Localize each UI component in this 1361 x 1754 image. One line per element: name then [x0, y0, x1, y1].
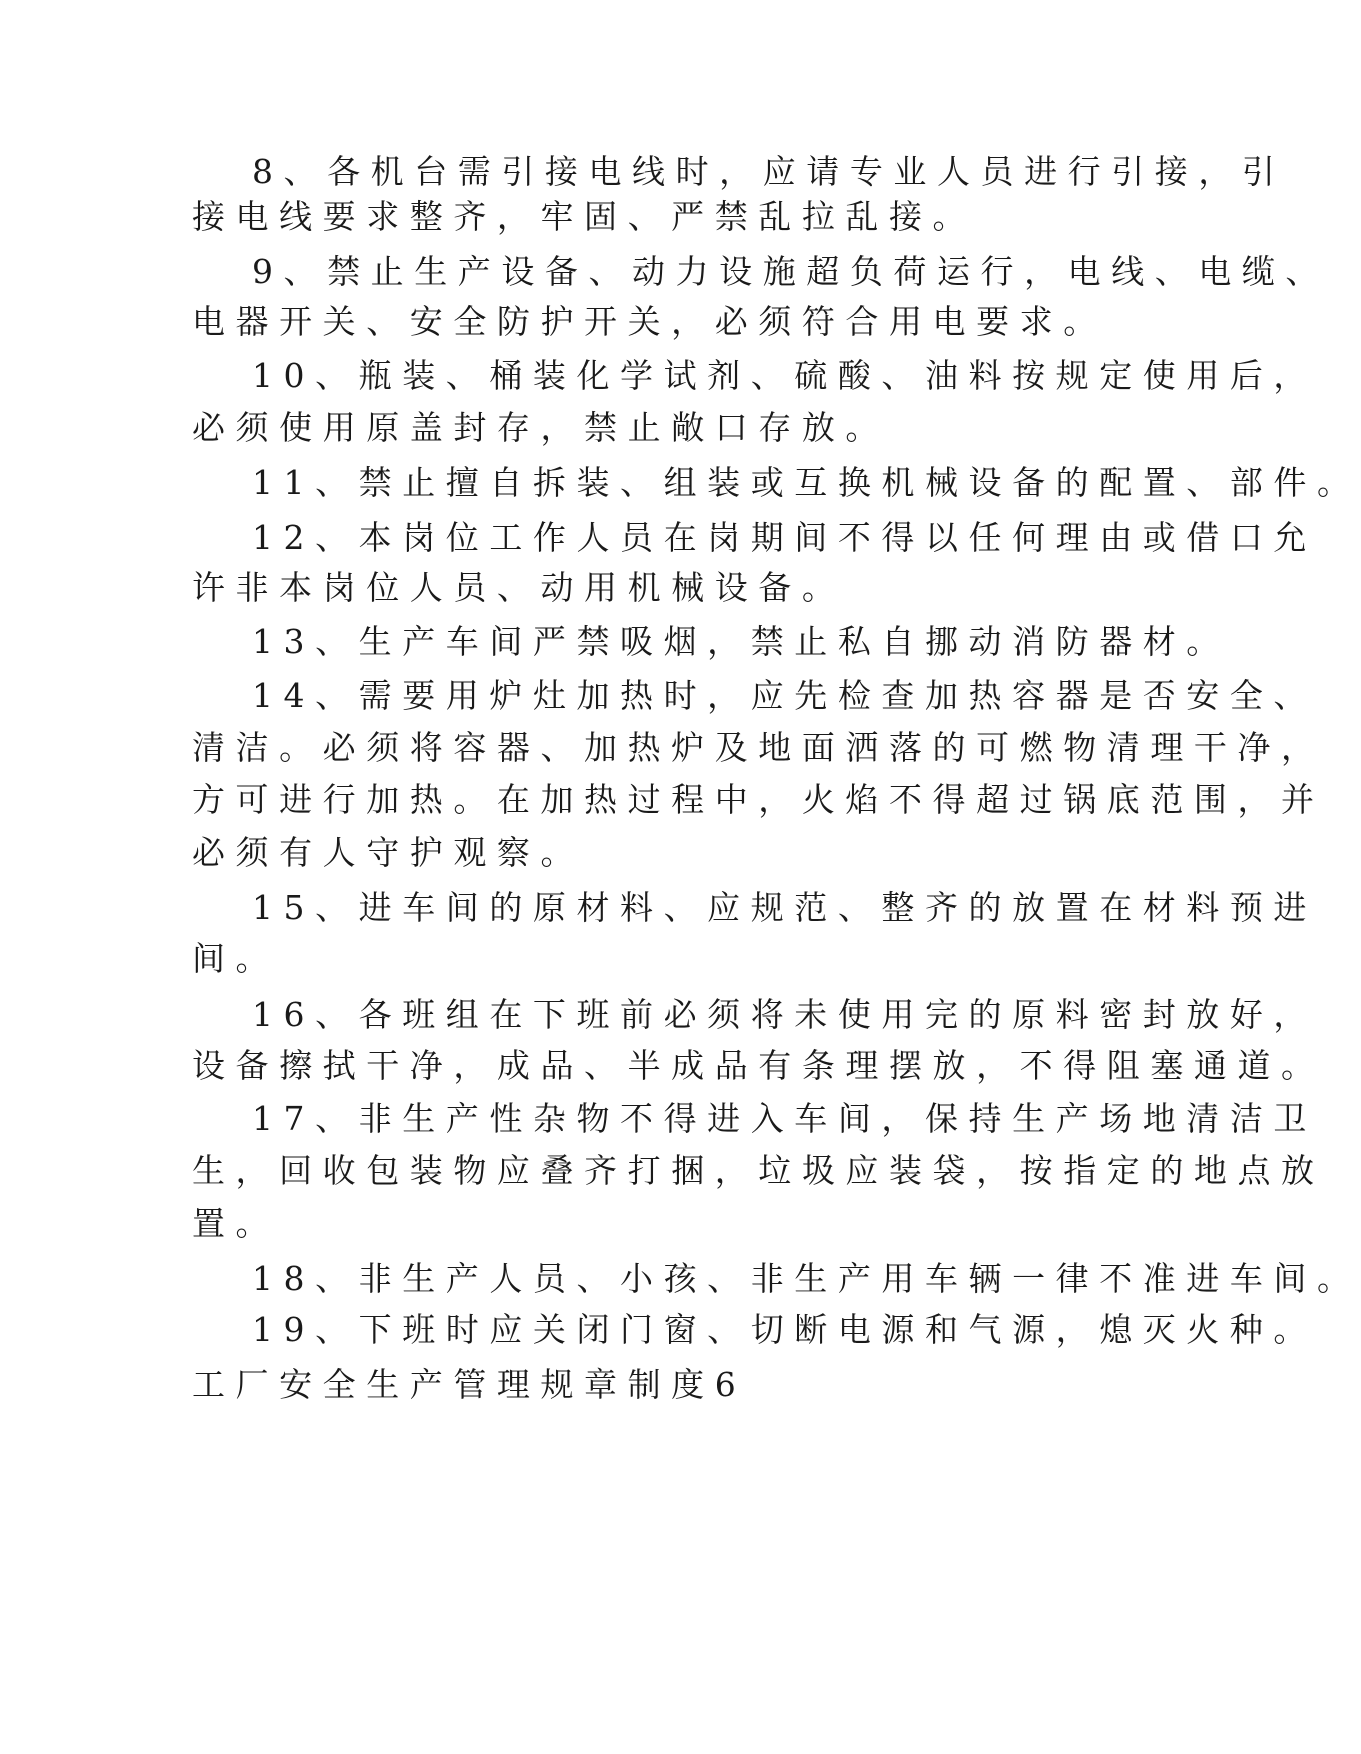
- text-line: 必须使用原盖封存，禁止敞口存放。: [192, 408, 889, 447]
- text-line: 必须有人守护观察。: [192, 833, 585, 872]
- text-line: 10、瓶装、桶装化学试剂、硫酸、油料按规定使用后，: [252, 356, 1317, 395]
- text-line: 13、生产车间严禁吸烟，禁止私自挪动消防器材。: [252, 622, 1230, 661]
- section-heading: 工厂安全生产管理规章制度6: [192, 1365, 747, 1404]
- text-line: 清洁。必须将容器、加热炉及地面洒落的可燃物清理干净，: [192, 728, 1325, 767]
- text-line: 设备擦拭干净，成品、半成品有条理摆放，不得阻塞通道。: [192, 1046, 1325, 1085]
- text-line: 置。: [192, 1204, 280, 1243]
- text-line: 电器开关、安全防护开关，必须符合用电要求。: [192, 302, 1107, 341]
- text-line: 接电线要求整齐，牢固、严禁乱拉乱接。: [192, 197, 977, 236]
- text-line: 18、非生产人员、小孩、非生产用车辆一律不准进车间。: [252, 1259, 1361, 1298]
- text-line: 16、各班组在下班前必须将未使用完的原料密封放好，: [252, 995, 1317, 1034]
- text-line: 17、非生产性杂物不得进入车间，保持生产场地清洁卫: [252, 1099, 1317, 1138]
- text-line: 间。: [192, 939, 280, 978]
- text-line: 方可进行加热。在加热过程中，火焰不得超过锅底范围，并: [192, 780, 1325, 819]
- text-line: 8、各机台需引接电线时，应请专业人员进行引接，引: [252, 152, 1286, 191]
- text-line: 11、禁止擅自拆装、组装或互换机械设备的配置、部件。: [252, 463, 1361, 502]
- text-line: 许非本岗位人员、动用机械设备。: [192, 568, 846, 607]
- text-line: 12、本岗位工作人员在岗期间不得以任何理由或借口允: [252, 518, 1317, 557]
- text-line: 15、进车间的原材料、应规范、整齐的放置在材料预进: [252, 888, 1317, 927]
- text-line: 9、禁止生产设备、动力设施超负荷运行，电线、电缆、: [252, 252, 1329, 291]
- text-line: 生，回收包装物应叠齐打捆，垃圾应装袋，按指定的地点放: [192, 1151, 1325, 1190]
- text-line: 14、需要用炉灶加热时，应先检查加热容器是否安全、: [252, 676, 1317, 715]
- text-line: 19、下班时应关闭门窗、切断电源和气源，熄灭火种。: [252, 1310, 1317, 1349]
